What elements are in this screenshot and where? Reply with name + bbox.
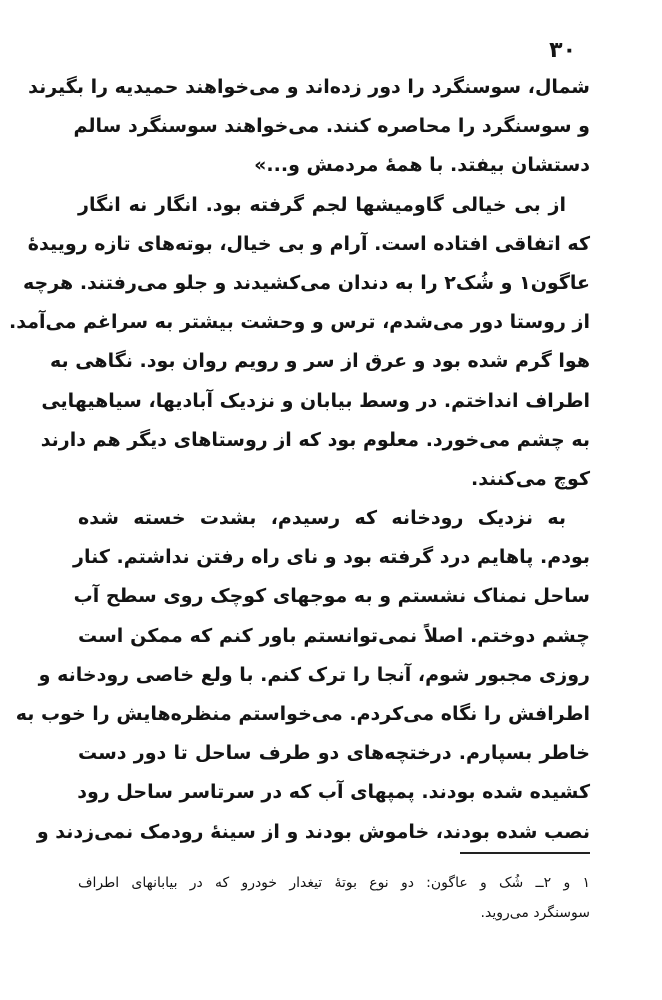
text-line: روزی مجبور شوم، آنجا را ترک کنم. با ولع خاصی رودخانه و — [38, 663, 590, 686]
footnote-line: ۱ و ۲ــ شُک و عاگون: دو نوع بوتهٔ تیغدار خودرو که در بیابانهای اطراف — [78, 875, 590, 891]
text-line: ساحل نمناک نشستم و به موجهای کوچک روی سطح آب — [73, 585, 590, 608]
text-line: از روستا دور می‌شدم، ترس و وحشت بیشتر به سراغم می‌آمد. — [9, 311, 590, 334]
body-text — [9, 68, 590, 852]
text-line: به چشم می‌خورد. معلوم بود که از روستاهای دیگر هم دارند — [40, 428, 590, 451]
paragraph-start-line: از بی خیالی گاومیشها لجم گرفته بود. انگار نه انگار — [78, 193, 566, 216]
page-number: ۳۰ — [549, 38, 576, 63]
text-line: نصب شده بودند، خاموش بودند و از سینهٔ رودمک نمی‌زدند و — [36, 820, 590, 843]
text-line: و سوسنگرد را محاصره کنند. می‌خواهند سوسنگرد سالم — [73, 115, 590, 138]
text-line: کشیده شده بودند. پمپهای آب که در سرتاسر ساحل رود — [77, 781, 590, 804]
paragraph-start-line: به نزدیک رودخانه که رسیدم، بشدت خسته شده — [78, 507, 566, 530]
text-line: هوا گرم شده بود و عرق از سر و رویم روان بود. نگاهی به — [49, 350, 590, 373]
text-line: بودم. پاهایم درد گرفته بود و نای راه رفتن نداشتم. کنار — [73, 546, 590, 569]
text-line: شمال، سوسنگرد را دور زده‌اند و می‌خواهند حمیدیه را بگیرند — [28, 76, 590, 98]
text-line: خاطر بسپارم. درختچه‌های دو طرف ساحل تا دور دست — [78, 742, 590, 765]
text-line: که اتفاقی افتاده است. آرام و بی خیال، بوته‌های تازه روییدهٔ — [27, 232, 590, 255]
text-line: دستشان بیفتد. با همهٔ مردمش و...» — [254, 154, 590, 177]
text-line: اطراف انداختم. در وسط بیابان و نزدیک آبادیها، سیاهیهایی — [41, 389, 590, 412]
footnote-line: سوسنگرد می‌روید. — [480, 905, 590, 921]
text-line: عاگون۱ و شُک۲ را به دندان می‌کشیدند و جلو می‌رفتند. هرچه — [23, 271, 590, 294]
text-line: اطرافش را نگاه می‌کردم. می‌خواستم منظره‌هایش را خوب به — [15, 703, 590, 725]
text-line: چشم دوختم. اصلاً نمی‌توانستم باور کنم که ممکن است — [78, 624, 590, 647]
footnote — [78, 868, 590, 928]
footnote-divider — [460, 852, 590, 854]
text-line: کوچ می‌کنند. — [470, 467, 590, 490]
